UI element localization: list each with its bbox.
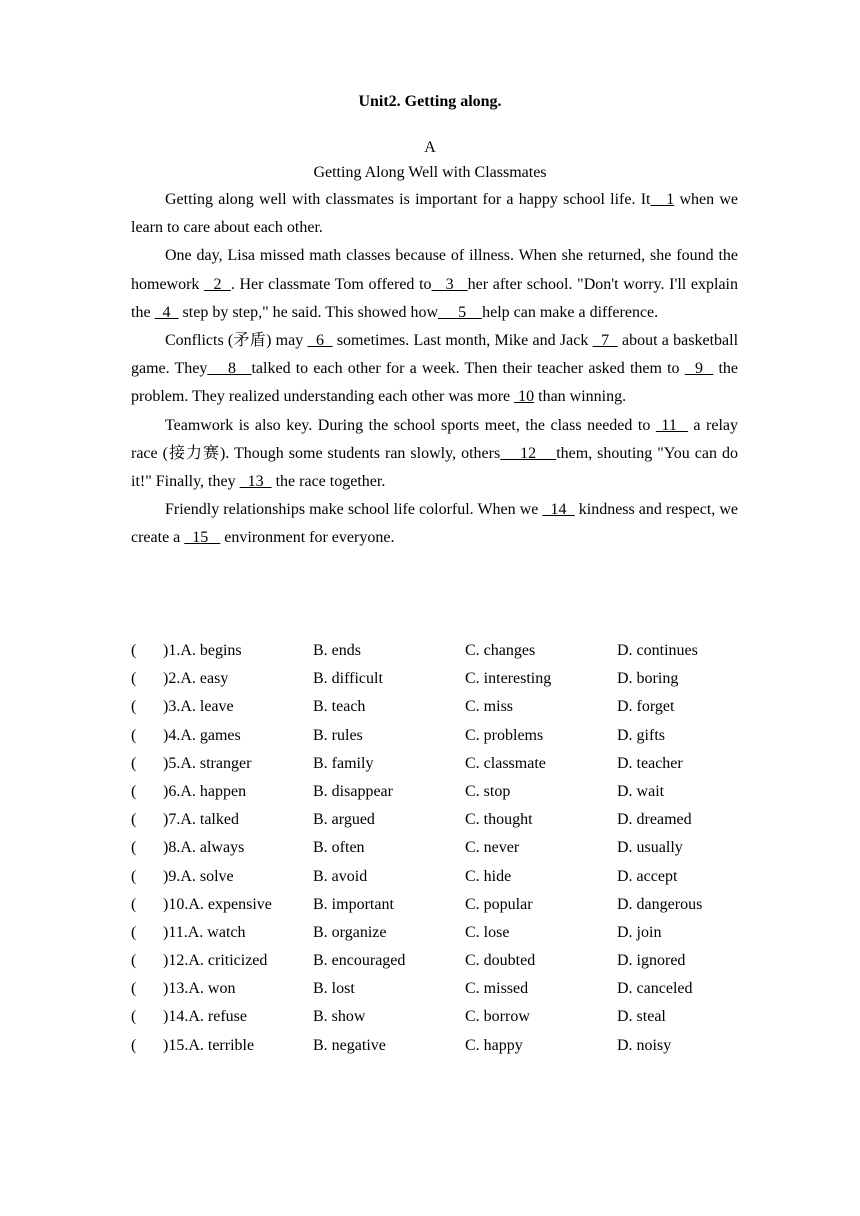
answer-paren[interactable]: ( bbox=[131, 952, 137, 970]
option-c: C. problems bbox=[465, 726, 544, 744]
option-d: D. noisy bbox=[617, 1036, 672, 1054]
option-d: D. boring bbox=[617, 670, 679, 688]
question-row bbox=[131, 637, 751, 665]
question-list bbox=[131, 637, 751, 1060]
passage-text: Friendly relationships make school life colorful. When we bbox=[165, 501, 543, 519]
question-row bbox=[131, 1032, 751, 1060]
passage-text: help can make a difference. bbox=[482, 303, 659, 321]
option-c: C. stop bbox=[465, 782, 511, 800]
option-c: C. miss bbox=[465, 698, 514, 716]
answer-paren[interactable]: ( bbox=[131, 1036, 137, 1054]
option-d: D. usually bbox=[617, 839, 683, 857]
option-b: B. organize bbox=[313, 923, 387, 941]
option-c: C. doubted bbox=[465, 952, 536, 970]
answer-paren[interactable]: ( bbox=[131, 811, 137, 829]
option-c: C. borrow bbox=[465, 1008, 530, 1026]
option-b: B. argued bbox=[313, 811, 375, 829]
option-b: B. encouraged bbox=[313, 952, 406, 970]
question-row bbox=[131, 693, 751, 721]
section-label: A bbox=[424, 139, 436, 156]
passage-text: the race together. bbox=[271, 473, 386, 491]
passage-text: talked to each other for a week. Then their teacher asked them to bbox=[251, 360, 685, 378]
question-row bbox=[131, 750, 751, 778]
option-c: C. lose bbox=[465, 923, 510, 941]
option-a: )9.A. solve bbox=[163, 867, 234, 885]
passage-text: One day, Lisa missed math classes because of illness. When she returned, she found the homework bbox=[131, 247, 738, 293]
option-b: B. show bbox=[313, 1008, 366, 1026]
option-a: )1.A. begins bbox=[163, 642, 242, 659]
question-row bbox=[131, 778, 751, 806]
option-b: B. lost bbox=[313, 980, 355, 998]
passage-text: sometimes. Last month, Mike and Jack bbox=[332, 332, 593, 350]
option-a: )5.A. stranger bbox=[163, 754, 252, 772]
blank-8: 8 bbox=[207, 360, 252, 378]
option-d: D. continues bbox=[617, 642, 698, 659]
passage-text: . Her classmate Tom offered to bbox=[230, 275, 432, 293]
answer-paren[interactable]: ( bbox=[131, 895, 137, 913]
question-row bbox=[131, 834, 751, 862]
option-a: )4.A. games bbox=[163, 726, 241, 744]
option-c: C. classmate bbox=[465, 754, 546, 772]
passage-text: about a basketball game. They bbox=[131, 332, 739, 378]
option-a: )8.A. always bbox=[163, 839, 245, 857]
answer-paren[interactable]: ( bbox=[131, 1008, 137, 1026]
answer-paren[interactable]: ( bbox=[131, 839, 137, 857]
question-row bbox=[131, 863, 751, 891]
option-d: D. accept bbox=[617, 867, 678, 885]
option-c: C. hide bbox=[465, 867, 512, 885]
option-c: C. missed bbox=[465, 980, 529, 998]
blank-12: 12 bbox=[500, 444, 557, 462]
option-a: )13.A. won bbox=[163, 980, 236, 998]
option-b: B. important bbox=[313, 895, 394, 913]
answer-paren[interactable]: ( bbox=[131, 726, 137, 744]
passage-text: environment for everyone. bbox=[220, 529, 395, 547]
option-b: B. ends bbox=[313, 642, 361, 659]
blank-7: 7 bbox=[592, 332, 618, 350]
option-c: C. never bbox=[465, 839, 520, 857]
option-a: )15.A. terrible bbox=[163, 1036, 255, 1054]
passage-text: Teamwork is also key. During the school sports meet, the class needed to bbox=[165, 416, 656, 434]
answer-paren[interactable]: ( bbox=[131, 670, 137, 688]
passage-title: Getting Along Well with Classmates bbox=[313, 164, 547, 181]
answer-paren[interactable]: ( bbox=[131, 782, 137, 800]
passage-text: than winning. bbox=[534, 388, 627, 406]
option-d: D. dreamed bbox=[617, 811, 692, 829]
question-row bbox=[131, 919, 751, 947]
passage-text: Getting along well with classmates is important for a happy school life. It bbox=[165, 191, 651, 208]
option-a: )3.A. leave bbox=[163, 698, 234, 716]
option-a: )2.A. easy bbox=[163, 670, 229, 688]
option-b: B. rules bbox=[313, 726, 363, 744]
passage-text: step by step," he said. This showed how bbox=[178, 303, 439, 321]
answer-paren[interactable]: ( bbox=[131, 642, 137, 659]
question-row bbox=[131, 947, 751, 975]
reading-passage bbox=[131, 186, 738, 553]
paragraph-2 bbox=[131, 242, 738, 327]
option-b: B. teach bbox=[313, 698, 366, 716]
blank-14: 14 bbox=[542, 501, 575, 519]
option-a: )11.A. watch bbox=[163, 923, 246, 941]
option-c: C. popular bbox=[465, 895, 533, 913]
option-c: C. changes bbox=[465, 642, 536, 659]
question-row bbox=[131, 806, 751, 834]
option-c: C. thought bbox=[465, 811, 533, 829]
option-a: )6.A. happen bbox=[163, 782, 247, 800]
option-a: )14.A. refuse bbox=[163, 1008, 247, 1026]
paragraph-3 bbox=[131, 327, 738, 412]
blank-5: 5 bbox=[438, 303, 483, 321]
blank-10: 10 bbox=[514, 388, 535, 406]
paragraph-5 bbox=[131, 496, 738, 552]
answer-paren[interactable]: ( bbox=[131, 698, 137, 716]
option-c: C. interesting bbox=[465, 670, 552, 688]
option-d: D. gifts bbox=[617, 726, 665, 744]
option-d: D. dangerous bbox=[617, 895, 703, 913]
option-b: B. difficult bbox=[313, 670, 383, 688]
option-d: D. canceled bbox=[617, 980, 693, 998]
passage-text: her after school. "Don't worry. I'll explain the bbox=[131, 275, 738, 321]
blank-6: 6 bbox=[307, 332, 333, 350]
answer-paren[interactable]: ( bbox=[131, 867, 137, 885]
blank-2: 2 bbox=[204, 275, 231, 293]
option-d: D. ignored bbox=[617, 952, 686, 970]
option-d: D. teacher bbox=[617, 754, 683, 772]
option-a: )12.A. criticized bbox=[163, 952, 268, 970]
passage-text: when we learn to care about each other. bbox=[131, 191, 739, 237]
answer-paren[interactable]: ( bbox=[131, 923, 137, 941]
blank-4: 4 bbox=[154, 303, 179, 321]
blank-11: 11 bbox=[655, 416, 688, 434]
option-a: )10.A. expensive bbox=[163, 895, 272, 913]
passage-text: a relay race (接力赛). Though some students ran slowly, others bbox=[131, 416, 739, 462]
blank-13: 13 bbox=[239, 473, 272, 491]
passage-text: the problem. They realized understanding each other was more bbox=[131, 360, 739, 406]
question-row bbox=[131, 722, 751, 750]
option-d: D. forget bbox=[617, 698, 675, 716]
blank-3: 3 bbox=[431, 275, 468, 293]
question-row bbox=[131, 665, 751, 693]
option-c: C. happy bbox=[465, 1036, 523, 1054]
passage-text: them, shouting "You can do it!" Finally, they bbox=[131, 444, 738, 491]
option-b: B. disappear bbox=[313, 782, 393, 800]
option-d: D. wait bbox=[617, 782, 665, 800]
answer-paren[interactable]: ( bbox=[131, 980, 137, 998]
paragraph-1 bbox=[131, 186, 738, 242]
option-b: B. often bbox=[313, 839, 365, 857]
blank-9: 9 bbox=[684, 360, 714, 378]
option-a: )7.A. talked bbox=[163, 811, 239, 829]
answer-paren[interactable]: ( bbox=[131, 754, 137, 772]
question-row bbox=[131, 975, 751, 1003]
option-d: D. steal bbox=[617, 1008, 666, 1026]
passage-text: Conflicts (矛盾) may bbox=[165, 332, 308, 350]
blank-15: 15 bbox=[184, 529, 221, 547]
question-row bbox=[131, 1003, 751, 1031]
blank-1: 1 bbox=[650, 191, 675, 208]
option-b: B. negative bbox=[313, 1036, 386, 1054]
question-row bbox=[131, 891, 751, 919]
page-title: Unit2. Getting along. bbox=[358, 93, 502, 110]
paragraph-4 bbox=[131, 412, 738, 497]
option-d: D. join bbox=[617, 923, 662, 941]
option-b: B. family bbox=[313, 754, 374, 772]
passage-text: kindness and respect, we create a bbox=[131, 501, 738, 547]
option-b: B. avoid bbox=[313, 867, 368, 885]
